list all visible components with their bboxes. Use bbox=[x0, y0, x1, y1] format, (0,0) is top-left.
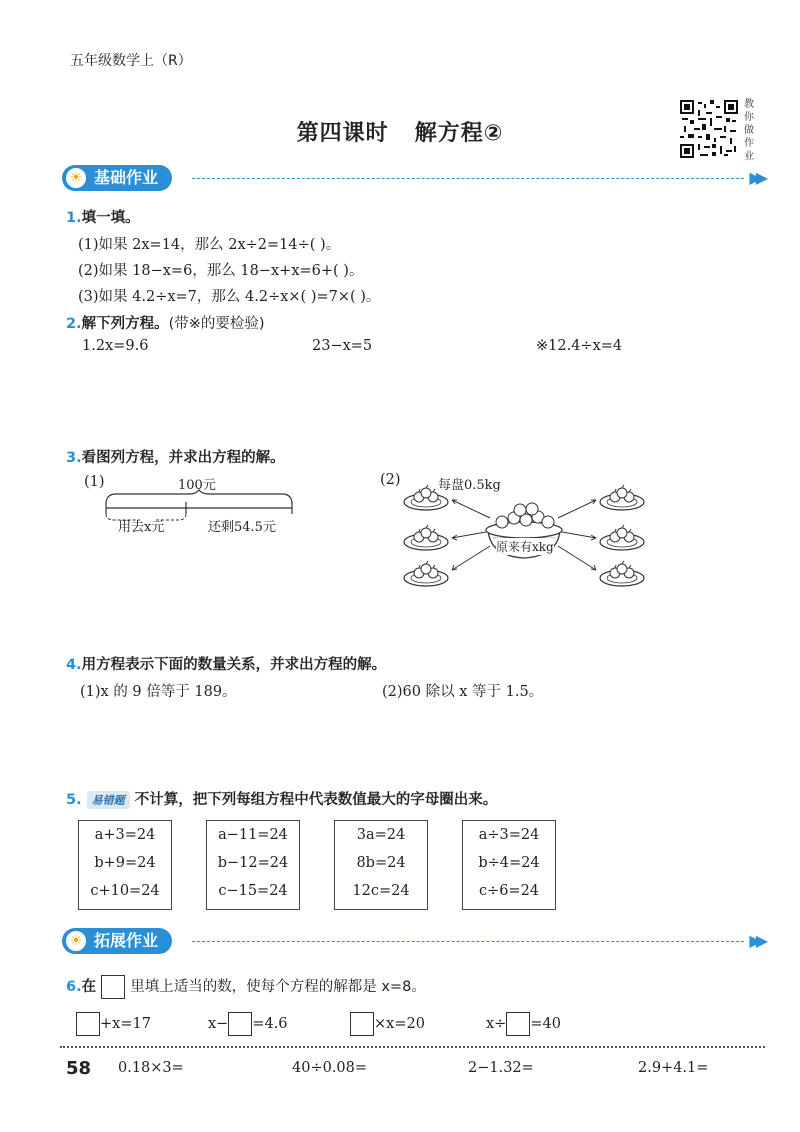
lightbulb-icon: ☀ bbox=[64, 929, 88, 953]
q4-item-2: (2)60 除以 x 等于 1.5。 bbox=[382, 684, 544, 700]
q4-heading: 4.用方程表示下面的数量关系，并求出方程的解。 bbox=[66, 657, 387, 673]
q3-per-plate-label: 每盘0.5kg bbox=[438, 478, 501, 493]
q6-equation-3: ×x=20 bbox=[350, 1012, 425, 1036]
oral-calc-1: 0.18×3= bbox=[118, 1060, 184, 1076]
answer-box[interactable] bbox=[350, 1012, 374, 1036]
section-extended-label: ☀ 拓展作业 bbox=[62, 928, 172, 954]
q2-equation-2: 23−x=5 bbox=[312, 338, 373, 354]
double-arrow-icon: ▶▶ bbox=[749, 931, 762, 950]
section-extended-header bbox=[62, 928, 762, 956]
equation-group-1: a+3=24 b+9=24 c+10=24 bbox=[78, 820, 172, 910]
plate-icon bbox=[404, 485, 448, 510]
footer-divider bbox=[60, 1046, 765, 1048]
answer-box[interactable] bbox=[76, 1012, 100, 1036]
plate-icon bbox=[404, 561, 448, 586]
oral-calc-3: 2−1.32= bbox=[468, 1060, 534, 1076]
error-prone-tag: 易错题 bbox=[87, 791, 130, 809]
q1-line-1: (1)如果 2x=14，那么 2x÷2=14÷( )。 bbox=[78, 237, 341, 253]
section-basic-header bbox=[62, 165, 762, 193]
q3-part1-label: (1) bbox=[84, 474, 105, 490]
equation-group-4: a÷3=24 b÷4=24 c÷6=24 bbox=[462, 820, 556, 910]
q3-heading: 3.看图列方程，并求出方程的解。 bbox=[66, 450, 285, 466]
q6-equation-2: x− =4.6 bbox=[208, 1012, 288, 1036]
q3-remaining-label: 还剩54.5元 bbox=[208, 520, 276, 535]
plate-icon bbox=[600, 485, 644, 510]
q2-heading: 2.解下列方程。(带※的要检验) bbox=[66, 316, 265, 332]
q1-line-2: (2)如果 18−x=6，那么 18−x+x=6+( )。 bbox=[78, 263, 364, 279]
q4-item-1: (1)x 的 9 倍等于 189。 bbox=[80, 684, 237, 700]
lesson-topic: 解方程② bbox=[414, 121, 504, 146]
q1-heading: 1.填一填。 bbox=[66, 210, 140, 226]
lesson-label: 第四课时 bbox=[296, 121, 389, 146]
plate-icon bbox=[600, 525, 644, 550]
apple-plates-diagram bbox=[398, 480, 658, 590]
section-basic-label: ☀ 基础作业 bbox=[62, 165, 172, 191]
oral-calc-4: 2.9+4.1= bbox=[638, 1060, 709, 1076]
section-divider bbox=[192, 178, 744, 179]
q1-line-3: (3)如果 4.2÷x=7，那么 4.2÷x×( )=7×( )。 bbox=[78, 289, 381, 305]
q6-equation-4: x÷ =40 bbox=[486, 1012, 561, 1036]
q2-equation-3: ※12.4÷x=4 bbox=[536, 338, 623, 354]
plate-icon bbox=[600, 561, 644, 586]
q3-basket-label: 原来有xkg bbox=[496, 540, 554, 554]
q6-heading: 6.在 里填上适当的数，使每个方程的解都是 x=8。 bbox=[66, 975, 426, 999]
q2-equation-1: 1.2x=9.6 bbox=[82, 338, 149, 354]
equation-group-2: a−11=24 b−12=24 c−15=24 bbox=[206, 820, 300, 910]
q5-heading: 5. 易错题 不计算，把下列每组方程中代表数值最大的字母圈出来。 bbox=[66, 792, 498, 808]
q6-equation-1: +x=17 bbox=[76, 1012, 151, 1036]
lightbulb-icon: ☀ bbox=[64, 166, 88, 190]
q3-part2-label: (2) bbox=[380, 472, 401, 488]
qr-code[interactable] bbox=[680, 100, 738, 158]
equation-group-3: 3a=24 8b=24 12c=24 bbox=[334, 820, 428, 910]
page-number: 58 bbox=[66, 1058, 92, 1079]
double-arrow-icon: ▶▶ bbox=[749, 168, 762, 187]
oral-calc-2: 40÷0.08= bbox=[292, 1060, 368, 1076]
qr-caption: 教 你 做 作 业 bbox=[744, 99, 754, 162]
answer-box bbox=[101, 975, 125, 999]
answer-box[interactable] bbox=[506, 1012, 530, 1036]
section-divider bbox=[192, 941, 744, 942]
q3-spent-label: 用去x元 bbox=[118, 520, 165, 535]
plate-icon bbox=[404, 525, 448, 550]
answer-box[interactable] bbox=[228, 1012, 252, 1036]
book-header: 五年级数学上（R） bbox=[70, 53, 192, 69]
q3-total-label: 100元 bbox=[178, 478, 216, 493]
